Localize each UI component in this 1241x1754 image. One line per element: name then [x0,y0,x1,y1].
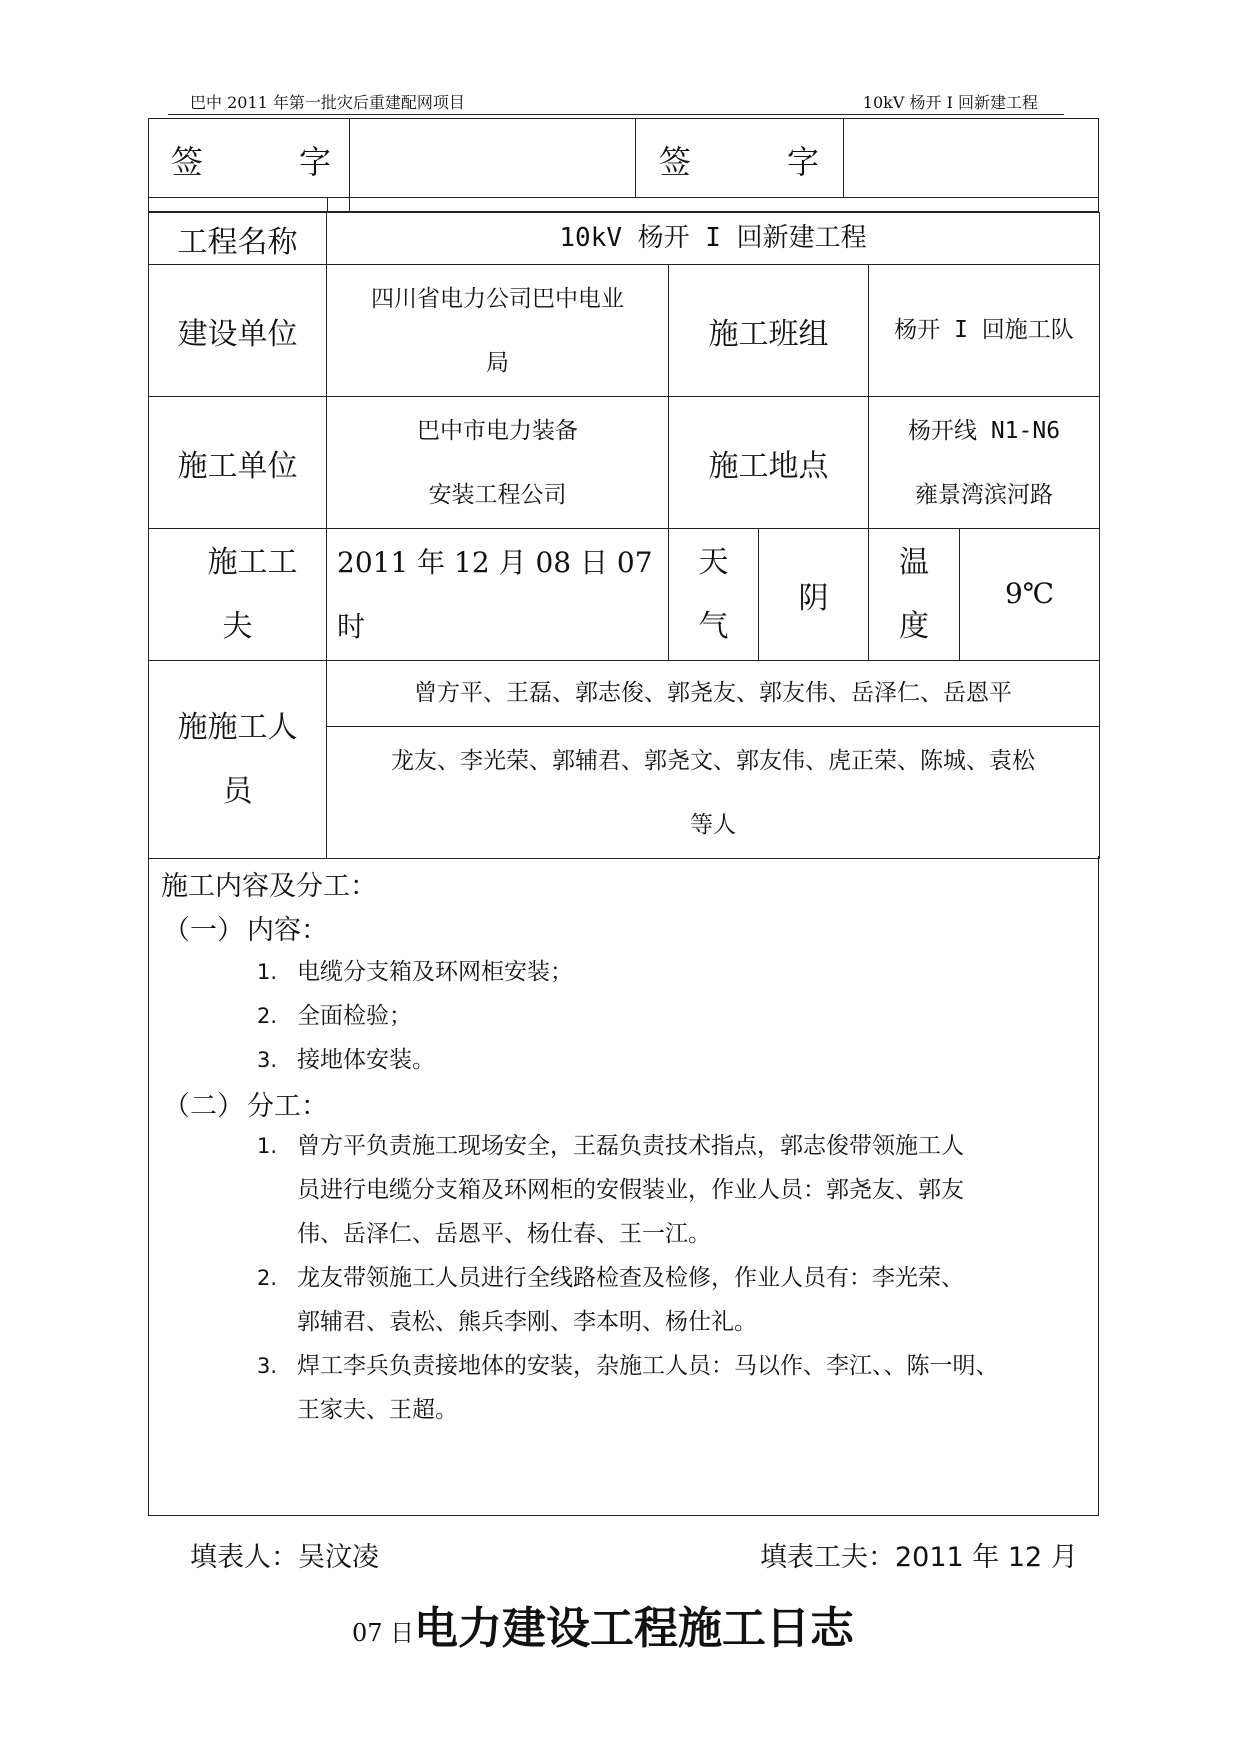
time-label-line-2: 夫 [222,608,253,644]
row-staff-1 [149,661,1100,727]
list-item [257,1038,1087,1082]
row-construct-unit [149,397,1100,529]
project-name-label: 工程名称 [149,213,327,265]
site-label: 施工地点 [669,397,869,529]
list-item-text: 焊工李兵负责接地体的安装，杂施工人员：马以作、李江、、陈一明、 [297,1353,999,1379]
staff-label-line-2: 员 [222,773,253,809]
construct-unit-value-line-2: 安装工程公司 [428,481,567,508]
time-value-line-2: 时 [337,609,366,643]
sub2-label: 分工： [247,1091,328,1122]
weather-label-line-2: 气 [698,608,729,644]
staff-line-3: 等人 [690,811,737,838]
construct-unit-cell [327,397,669,529]
signature-label-left: 签 字 [171,143,332,181]
divider [149,197,1098,198]
header-project-batch: 巴中 2011 年第一批灾后重建配网项目 [190,93,465,112]
temp-label-line-2: 度 [899,608,929,644]
list-item-text: 郭辅君、袁松、熊兵李刚、李本明、杨仕礼。 [297,1309,757,1335]
list-item [257,1124,1087,1256]
construct-unit-value-line-1: 巴中市电力装备 [417,417,578,444]
list-item-text: 伟、岳泽仁、岳恩平、杨仕春、王一江。 [297,1221,711,1247]
team-label: 施工班组 [669,265,869,397]
team-value: 杨开 I 回施工队 [869,265,1100,397]
list-item-number: 1. [257,1134,278,1158]
list-item-text: 龙友带领施工人员进行全线路检查及检修，作业人员有：李光荣、 [297,1265,964,1291]
time-value-line-1: 2011 年 12 月 08 日 07 [337,545,653,579]
staff-line-1: 曾方平、王磊、郭志俊、郭尧友、郭友伟、岳泽仁、岳恩平 [327,661,1100,727]
row-build-unit [149,265,1100,397]
list-item-number: 2. [257,1266,278,1290]
list-item [257,994,1087,1038]
staff-line-2: 龙友、李光荣、郭辅君、郭尧文、郭友伟、虎正荣、陈城、袁松 [391,747,1036,774]
divider [843,119,844,197]
fill-date: 填表工夫：2011 年 12 月 [760,1542,1078,1573]
staff-label-line-1: 施施工人 [177,709,298,745]
list-item [257,1344,1087,1432]
temp-label-line-1: 温 [899,544,929,580]
time-label-line-1: 施工工 [207,544,298,580]
site-cell [869,397,1100,529]
divider [635,119,636,197]
log-table [148,212,1100,859]
sub-heading-content [163,908,328,947]
list-item-number: 3. [257,1048,278,1072]
build-unit-value-line-1: 四川省电力公司巴中电业 [371,285,624,312]
sub1-number: （一） [163,915,244,946]
list-item-text: 曾方平负责施工现场安全，王磊负责技术指点，郭志俊带领施工人 [297,1133,964,1159]
document-title: 电力建设工程施工日志 [414,1603,854,1654]
divider [327,197,328,213]
temp-label-cell [869,529,960,661]
list-item [257,1256,1087,1344]
running-header [168,86,1064,115]
project-name-value: 10kV 杨开 I 回新建工程 [327,213,1100,265]
time-value-cell [327,529,669,661]
weather-label-line-1: 天 [698,544,729,580]
time-label-cell [149,529,327,661]
header-project-name: 10kV 杨开 I 回新建工程 [862,93,1038,112]
list-item-text: 接地体安装。 [297,1047,435,1073]
weather-value: 阴 [759,529,869,661]
list-item [257,950,1087,994]
list-item-number: 3. [257,1354,278,1378]
work-content-section [148,856,1099,1516]
sub1-label: 内容： [247,915,328,946]
list-item-text: 员进行电缆分支箱及环网柜的安假装业，作业人员：郭尧友、郭友 [297,1177,964,1203]
list-item-text: 全面检验； [297,1003,412,1029]
row-time-weather [149,529,1100,661]
build-unit-label: 建设单位 [149,265,327,397]
sub-heading-division [163,1084,328,1123]
temp-value: 9℃ [960,529,1100,661]
list-item-text: 电缆分支箱及环网柜安装； [297,959,573,985]
list-item-number: 1. [257,960,278,984]
build-unit-cell [327,265,669,397]
signature-block [148,118,1099,212]
site-value-line-1: 杨开线 N1-N6 [907,417,1061,444]
weather-label-cell [669,529,759,661]
list-item-number: 2. [257,1004,278,1028]
staff-cell-2 [327,727,1100,859]
construct-unit-label: 施工单位 [149,397,327,529]
sub2-number: （二） [163,1091,244,1122]
filler-name: 填表人：吴汶凌 [190,1542,379,1573]
content-title: 施工内容及分工： [161,871,377,902]
row-project-name [149,213,1100,265]
site-value-line-2: 雍景湾滨河路 [915,481,1054,508]
list-item-text: 王家夫、王超。 [297,1397,458,1423]
signature-label-right: 签 字 [659,143,820,181]
fill-day: 07 日 [352,1619,415,1647]
build-unit-value-line-2: 局 [486,349,509,376]
staff-label-cell [149,661,327,859]
